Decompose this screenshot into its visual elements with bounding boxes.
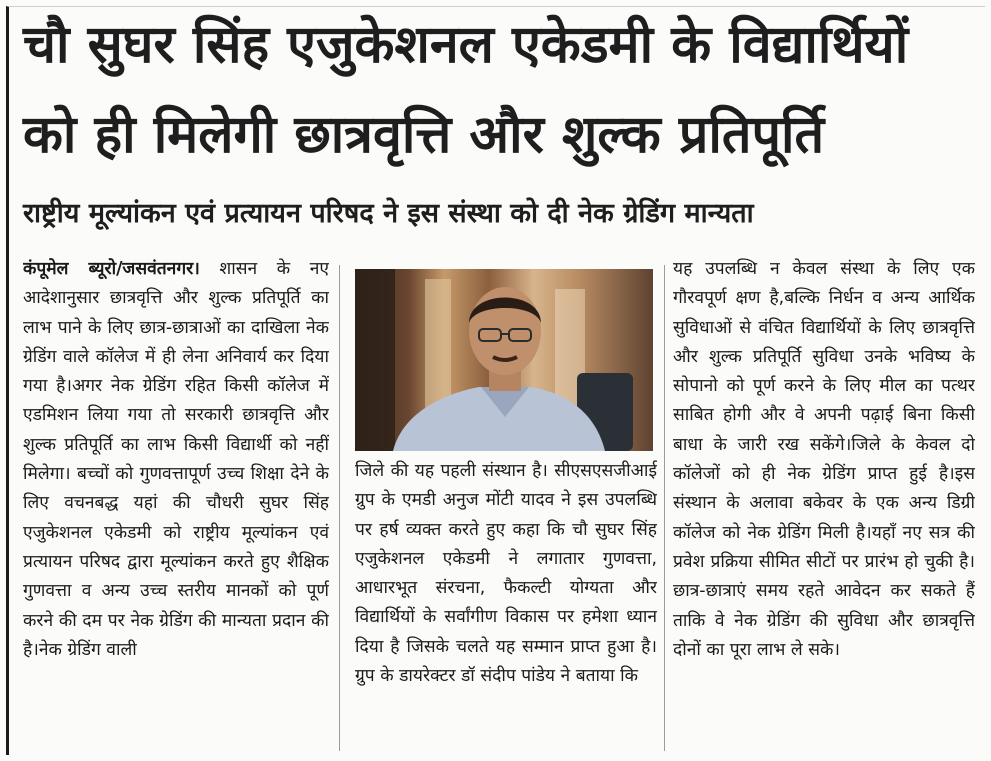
person-photo: [355, 269, 653, 451]
column-divider: [339, 265, 340, 751]
article-column-1: [23, 255, 329, 750]
headline-line-2: को ही मिलेगी छात्रवृत्ति और शुल्क प्रतिपूर्ति: [23, 105, 825, 165]
newspaper-clipping: [6, 6, 985, 755]
article-column-2: जिले की यह पहली संस्थान है। सीएसएसजीआई ग्रुप के एमडी अनुज मोंटी यादव ने इस उपलब्धि पर हर्ष व्यक्त करते हुए कहा कि चौ सुघर सिंह एजुकेशनल एकेडमी ने लगातार गुणवत्ता, आधारभूत संरचना, फैकल्टी योग्यता और विद्यार्थियों के सर्वांगीण विकास पर हमेशा ध्यान दिया है जिसके चलते यह सम्मान प्राप्त हुआ है। ग्रुप के डायरेक्टर डॉ संदीप पांडेय ने बताया कि: [355, 461, 657, 687]
column-1-text: शासन के नए आदेशानुसार छात्रवृत्ति और शुल्क प्रतिपूर्ति का लाभ पाने के लिए छात्र-छात्राओं का दाखिला नेक ग्रेडिंग वाले कॉलेज में ही लेना अनिवार्य कर दिया गया है।अगर नेक ग्रेडिंग रहित किसी कॉलेज में एडमिशन लिया गया तो सरकारी छात्रवृत्ति और शुल्क प्रतिपूर्ति का लाभ किसी विद्यार्थी को नहीं मिलेगा। बच्चों को गुणवत्तापूर्ण उच्च शिक्षा देने के लिए वचनबद्ध यहां की चौधरी सुघर सिंह एजुकेशनल एकेडमी को राष्ट्रीय मूल्यांकन एवं प्रत्यायन परिषद द्वारा मूल्यांकन करते हुए शैक्षिक गुणवत्ता व अन्य उच्च स्तरीय मानकों को पूर्ण करने की दम पर नेक ग्रेडिंग की मान्यता प्रदान की है।नेक ग्रेडिंग वाली: [23, 259, 329, 660]
article-column-3: यह उपलब्धि न केवल संस्था के लिए एक गौरवपूर्ण क्षण है,बल्कि निर्धन व अन्य आर्थिक सुविधाओं से वंचित विद्यार्थियों के लिए छात्रवृत्ति और शुल्क प्रतिपूर्ति सुविधा उनके भविष्य के सोपानो को पूर्ण करने के लिए मील का पत्थर साबित होगी और वे अपनी पढ़ाई बिना किसी बाधा के जारी रख सकेंगे।जिले के केवल दो कॉलेजों को ही नेक ग्रेडिंग प्राप्त हुई है।इस संस्थान के अलावा बकेवर के एक अन्य डिग्री कॉलेज को नेक ग्रेडिंग मिली है।यहाँ नए सत्र की प्रवेश प्रक्रिया सीमित सीटों पर प्रारंभ हो चुकी है। छात्र-छात्राएं समय रहते आवेदन कर सकते हैं ताकि वे नेक ग्रेडिंग की सुविधा और छात्रवृत्ति दोनों का पूरा लाभ ले सके।: [673, 259, 975, 660]
subheadline: राष्ट्रीय मूल्यांकन एवं प्रत्यायन परिषद ने इस संस्था को दी नेक ग्रेडिंग मान्यता: [23, 198, 754, 229]
column-divider: [664, 265, 665, 751]
headline-line-1: चौ सुघर सिंह एजुकेशनल एकेडमी के विद्यार्थियों: [23, 15, 909, 75]
byline: कंपूमेल ब्यूरो/जसवंतनगर।: [23, 259, 200, 279]
person-photo-illustration: [355, 269, 653, 451]
